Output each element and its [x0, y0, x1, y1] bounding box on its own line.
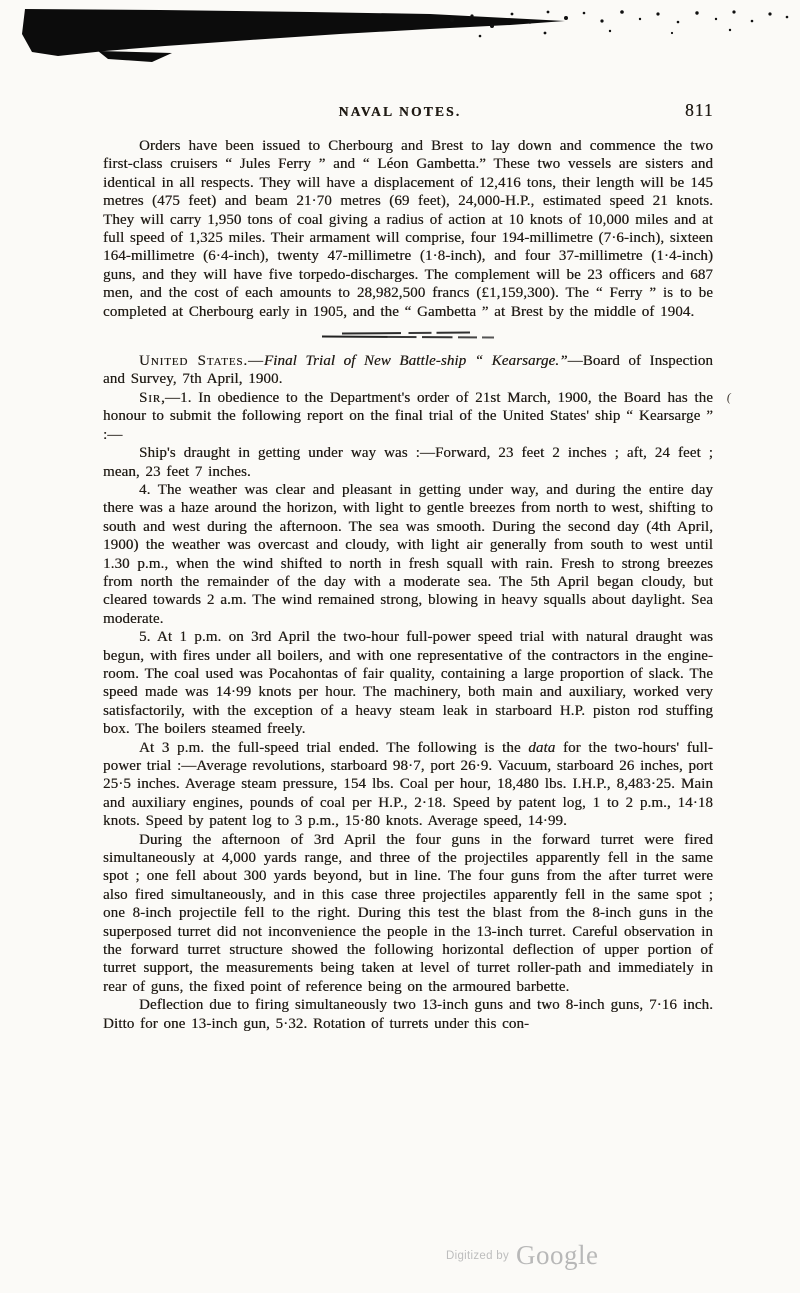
running-title: NAVAL NOTES. [338, 104, 462, 119]
paragraph-draught: Ship's draught in getting under way was :—Forward, 23 feet 2 inches ; aft, 24 feet ; mean, 23 feet 7 inches. [103, 445, 713, 480]
paragraph-gunnery: During the afternoon of 3rd April the four guns in the forward turret were fired simultaneously at 4,000 yards range, and three of the projectiles apparently fell in the same spot ; one fell about 300 yards beyond, but in line. The four guns from the after turret were also fired simultaneously, and in this case three projectiles apparently fell in the same spot ; one 8-inch projectile fell to the right. During this test the blast from the 8-inch guns in the superposed turret did not inconvenience the people in the 13-inch turret. Careful observation in the forward turret structure showed the following horizontal deflection of upper portion of turret support, the measurements being taken at level of turret roller-path and immediately in rear of guns, the fixed point of reference being on the armoured barbette. [103, 831, 713, 995]
google-logo: Google [516, 1240, 599, 1270]
divider-line-top [342, 332, 470, 335]
scan-artifact-blob [0, 0, 800, 70]
paragraph-sir-report [103, 389, 713, 444]
scan-mark-paren: ( [726, 389, 733, 405]
paragraph-section-heading [103, 352, 713, 389]
paragraph-weather: 4. The weather was clear and pleasant in getting under way, and during the entire day there was a haze around the horizon, with light to gentle breezes from north to west, shifting to south and west during the afternoon. The sea was smooth. During the second day (4th April, 1900) the weather was overcast and cloudy, with light air generally from south to west until 1.30 p.m., when the wind shifted to north in fresh squall with rain. Fresh to strong breezes from north the remainder of the day with a moderate sea. The 5th April began cloudy, but cleared towards 2 a.m. The wind remained strong, blowing in heavy squalls about daylight. Sea moderate. [103, 481, 713, 627]
section-title-italic: Final Trial of New Battle-ship “ Kearsarge.” [263, 353, 568, 370]
digitized-by-label: Digitized by [446, 1249, 510, 1262]
paragraph-french-cruisers: Orders have been issued to Cherbourg and Brest to lay down and commence the two first-class cruisers “ Jules Ferry ” and “ Léon Gambetta.” These two vessels are sisters and identical in all respects. They will have a displacement of 12,416 tons, their length will be 145 metres (475 feet) and beam 21·70 metres (69 feet), 24,000-H.P., estimated speed 21 knots. They will carry 1,950 tons of coal giving a radius of action at 10 knots of 10,000 miles and at full speed of 1,325 miles. Their armament will comprise, four 194-millimetre (7·6-inch), sixteen 164-millimetre (6·4-inch), twenty 47-millimetre (1·8-inch), and four 37-millimetre (1·4-inch) guns, and they will have five torpedo-discharges. The complement will be 23 officers and 687 men, and the cost of each amounts to 28,982,500 francs (£1,159,300). The “ Ferry ” is to be completed at Cherbourg early in 1905, and the “ Gambetta ” at Brest by the middle of 1904. [103, 138, 713, 320]
paragraph-deflection: Deflection due to firing simultaneously two 13-inch guns and two 8-inch guns, 7·16 inch. Ditto for one 13-inch gun, 5·32. Rotation of turrets under this con- [103, 997, 713, 1032]
digitization-footer [446, 1240, 599, 1271]
section-divider-rule [322, 332, 494, 339]
paragraph-speed-trial: 5. At 1 p.m. on 3rd April the two-hour full-power speed trial with natural draught was begun, with fires under all boilers, and with one representative of the contractors in the engine-room. The coal used was Pocahontas of fair quality, containing a large proportion of slack. The speed made was 14·99 knots per hour. The machinery, both main and auxiliary, worked very satisfactorily, with the exception of a heavy steam leak in starboard H.P. piston rod stuffing box. The boilers steamed freely. [103, 629, 713, 738]
page-body [103, 137, 713, 1033]
salutation-sir: Sir [139, 389, 162, 406]
trial-data-pre: At 3 p.m. the full-speed trial ended. The following is the [139, 739, 529, 756]
trial-data-post: for the two-hours' full-power trial :—Average revolutions, starboard 98·7, port 26·9. Vacuum, starboard 26 inches, port 25·5 inches. Average steam pressure, 154 lbs. Coal per hour, 18,480 lbs. I.H.P., 8,483·25. Main and auxiliary engines, pounds of coal per H.P., 2·18. Speed by patent log, 1 to 2 p.m., 14·18 knots. Speed by patent log to 3 p.m., 15·80 knots. Average speed, 14·99. [103, 739, 713, 830]
sir-report-text: ,—1. In obedience to the Department's order of 21st March, 1900, the Board has the honour to submit the following report on the final trial of the United States' ship “ Kearsarge ” :— [103, 389, 713, 443]
page-header [0, 102, 800, 124]
page-number: 811 [685, 100, 714, 120]
trial-data-italic-word: data [528, 739, 556, 756]
section-heading-rest: —Board of Inspection and Survey, 7th April, 1900. [103, 353, 713, 388]
paragraph-trial-data [103, 739, 713, 831]
section-country-label: United States.— [139, 353, 264, 370]
divider-line-bottom [322, 335, 494, 338]
